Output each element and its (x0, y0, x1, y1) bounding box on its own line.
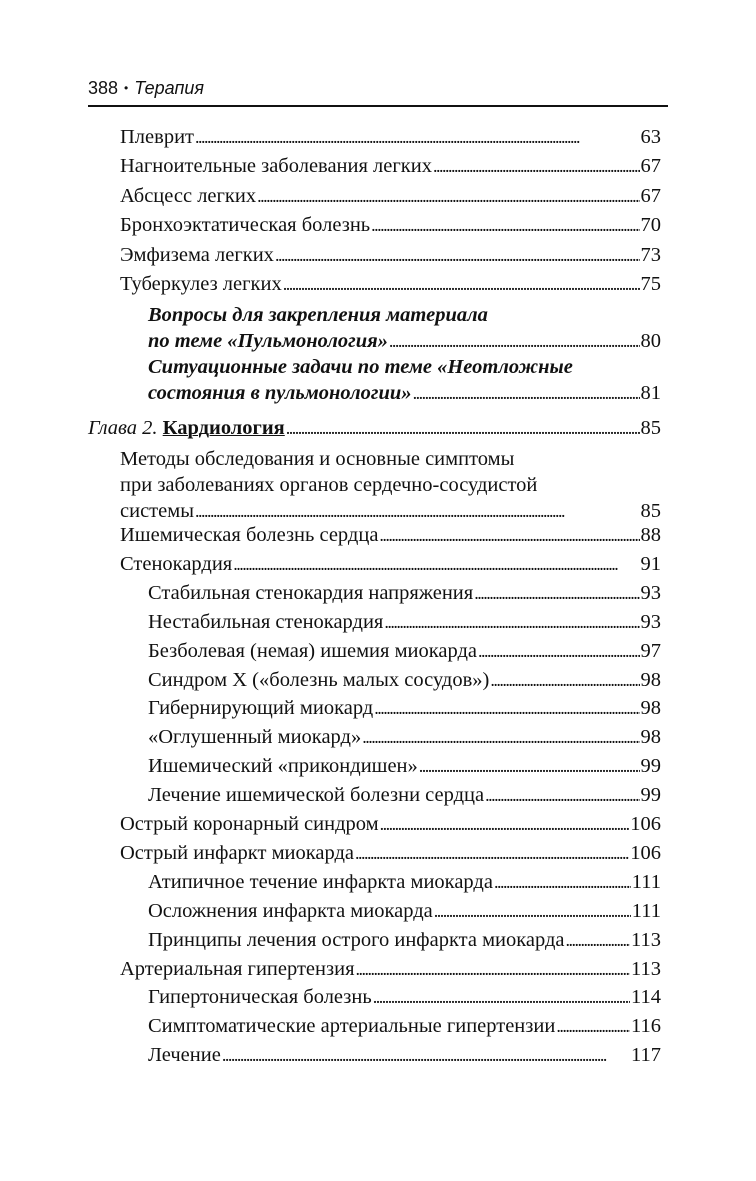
toc-entry-title: Туберкулез легких (120, 273, 282, 295)
toc-entry-questions[interactable] (148, 302, 661, 354)
toc-entry-title: Абсцесс легких (120, 185, 257, 207)
toc-entry[interactable] (148, 635, 661, 665)
toc-entry[interactable] (148, 750, 661, 780)
dot-leader (195, 123, 640, 151)
toc-entry[interactable] (148, 779, 661, 809)
toc-entry-title: Острый коронарный синдром (120, 813, 379, 835)
toc-entry-page: 111 (631, 871, 661, 893)
toc-entry-title-line1: Вопросы для закрепления материала (148, 304, 488, 326)
toc-entry[interactable] (120, 150, 661, 180)
toc-entry-page: 98 (640, 726, 661, 748)
toc-entry[interactable] (148, 924, 661, 954)
page-number: 388 (88, 78, 119, 98)
toc-entry[interactable] (148, 577, 661, 607)
toc-entry[interactable] (120, 953, 661, 983)
toc-entry[interactable] (120, 239, 661, 269)
toc-entry-page: 98 (640, 697, 661, 719)
toc-entry[interactable] (148, 1010, 661, 1040)
toc-entry-title: Лечение ишемической болезни сердца (148, 784, 485, 806)
chapter-label: Глава 2. (88, 417, 158, 439)
dot-leader (222, 1041, 630, 1069)
dot-leader (283, 270, 640, 298)
chapter-name: Кардиология (162, 417, 285, 439)
toc-entry-last-line (148, 328, 661, 354)
dot-leader (566, 926, 630, 954)
dot-leader (380, 810, 630, 838)
toc-entry-title-line1: Методы обследования и основные симптомы (120, 448, 515, 470)
dot-leader (379, 521, 639, 549)
toc-entry-title: Стабильная стенокардия напряжения (148, 582, 474, 604)
toc-entry-title: Плеврит (120, 126, 194, 148)
dot-leader (275, 241, 640, 269)
dot-leader (286, 414, 640, 442)
toc-entry-methods[interactable] (120, 446, 661, 524)
chapter-title (88, 414, 285, 442)
toc-entry-page: 85 (640, 500, 661, 522)
toc-entry-title: Нагноительные заболевания легких (120, 155, 432, 177)
toc-entry-page: 116 (631, 1015, 661, 1037)
toc-entry-title: Безболевая (немая) ишемия миокарда (148, 640, 478, 662)
toc-entry-page: 117 (631, 1044, 661, 1066)
toc-entry-title: «Оглушенный миокард» (148, 726, 362, 748)
toc-entry-page: 113 (631, 929, 661, 951)
toc-entry-title: Ишемический «прикондишен» (148, 755, 418, 777)
toc-entry-title: Острый инфаркт миокарда (120, 842, 355, 864)
toc-entry-page: 91 (640, 553, 661, 575)
toc-entry[interactable] (120, 808, 661, 838)
toc-entry-page: 111 (631, 900, 661, 922)
toc-entry-page: 99 (640, 755, 661, 777)
toc-entry[interactable] (120, 837, 661, 867)
toc-entry-page: 99 (640, 784, 661, 806)
toc-entry-title-line2: состояния в пульмонологии» (148, 382, 412, 404)
dot-leader (485, 781, 639, 809)
dot-leader (355, 839, 629, 867)
toc-entry[interactable] (120, 519, 661, 549)
dot-leader (389, 328, 640, 354)
toc-entry-title-line1: Ситуационные задачи по теме «Неотложные (148, 356, 573, 378)
toc-entry-page: 75 (640, 273, 661, 295)
dot-leader (413, 380, 640, 406)
dot-leader (374, 694, 639, 722)
toc-entry-page: 93 (640, 611, 661, 633)
toc-entry-title: Стенокардия (120, 553, 233, 575)
dot-leader (490, 666, 639, 694)
toc-entry-title: Осложнения инфаркта миокарда (148, 900, 433, 922)
toc-entry[interactable] (148, 721, 661, 751)
toc-entry-title-line2: по теме «Пульмонология» (148, 330, 388, 352)
dot-leader (556, 1012, 630, 1040)
toc-entry[interactable] (148, 981, 661, 1011)
dot-leader (384, 608, 639, 636)
toc-entry-title: Эмфизема легких (120, 244, 274, 266)
toc-entry-page: 106 (630, 813, 661, 835)
toc-entry-title: Нестабильная стенокардия (148, 611, 384, 633)
toc-entry-tasks[interactable] (148, 354, 661, 406)
toc-entry[interactable] (120, 548, 661, 578)
toc-entry-title: Артериальная гипертензия (120, 958, 355, 980)
toc-entry-page: 80 (640, 330, 661, 352)
running-header (88, 75, 668, 103)
dot-leader (257, 182, 639, 210)
toc-entry[interactable] (120, 121, 661, 151)
chapter-heading[interactable] (88, 412, 661, 442)
toc-entry-title: Синдром X («болезнь малых сосудов») (148, 669, 490, 691)
toc-entry-title: Ишемическая болезнь сердца (120, 524, 379, 546)
toc-entry-page: 93 (640, 582, 661, 604)
toc-entry-page: 70 (640, 214, 661, 236)
dot-leader (478, 637, 639, 665)
toc-entry-title: Атипичное течение инфаркта миокарда (148, 871, 493, 893)
dot-leader (474, 579, 639, 607)
toc-entry-page: 81 (640, 382, 661, 404)
chapter-page: 85 (640, 417, 661, 439)
toc-entry[interactable] (148, 606, 661, 636)
dot-leader (233, 550, 639, 578)
toc-entry-title: Принципы лечения острого инфаркта миокарда (148, 929, 565, 951)
dot-leader (433, 152, 640, 180)
toc-entry-page: 73 (640, 244, 661, 266)
dot-leader (371, 211, 639, 239)
toc-entry[interactable] (120, 180, 661, 210)
toc-entry-page: 113 (631, 958, 661, 980)
toc-entry-title: Бронхоэктатическая болезнь (120, 214, 371, 236)
toc-entry-page: 97 (640, 640, 661, 662)
toc-entry[interactable] (120, 268, 661, 298)
header-rule (88, 105, 668, 107)
toc-entry-last-line (148, 380, 661, 406)
toc-entry-title-line2: при заболеваниях органов сердечно-сосудистой (120, 474, 538, 496)
dot-leader (434, 897, 631, 925)
toc-entry-title: Симптоматические артериальные гипертензии (148, 1015, 556, 1037)
toc-entry-title-line3: системы (120, 500, 194, 522)
toc-entry-page: 114 (631, 986, 661, 1008)
toc-entry-page: 63 (640, 126, 661, 148)
toc-entry-page: 67 (640, 155, 661, 177)
dot-leader (494, 868, 631, 896)
bullet-separator: • (124, 81, 129, 95)
toc-entry[interactable] (148, 895, 661, 925)
toc-entry-title: Гибернирующий миокард (148, 697, 374, 719)
toc-entry-page: 88 (640, 524, 661, 546)
toc-entry-title: Гипертоническая болезнь (148, 986, 372, 1008)
toc-entry-title: Лечение (148, 1044, 221, 1066)
toc-entry[interactable] (148, 664, 661, 694)
dot-leader (362, 723, 639, 751)
section-title: Терапия (134, 78, 205, 98)
toc-entry[interactable] (148, 692, 661, 722)
dot-leader (419, 752, 640, 780)
toc-entry-page: 106 (630, 842, 661, 864)
dot-leader (373, 983, 630, 1011)
toc-entry[interactable] (148, 1039, 661, 1069)
toc-entry-page: 67 (640, 185, 661, 207)
toc-entry[interactable] (148, 866, 661, 896)
toc-entry[interactable] (120, 209, 661, 239)
toc-entry-page: 98 (640, 669, 661, 691)
dot-leader (356, 955, 631, 983)
